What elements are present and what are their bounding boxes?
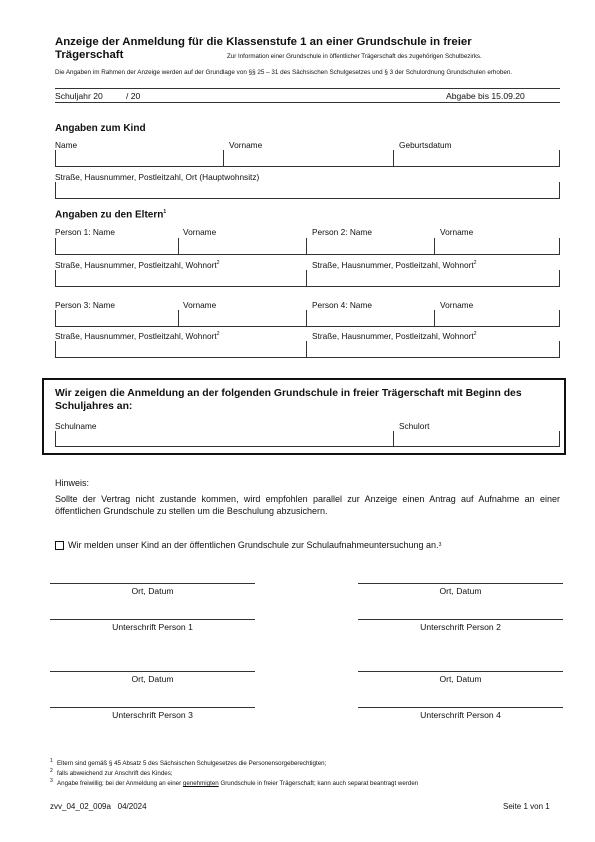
footnote-2: 2 falls abweichend zur Anschrift des Kindes;	[50, 768, 173, 778]
school-field[interactable]	[55, 446, 560, 447]
signature-line-3[interactable]	[50, 707, 255, 708]
person4-firstname-label: Vorname	[440, 300, 474, 310]
signature-label-1: Unterschrift Person 1	[112, 622, 193, 632]
field-border	[393, 150, 394, 167]
child-firstname-label: Vorname	[229, 140, 263, 150]
field-border	[559, 341, 560, 358]
school-year-label: Schuljahr 20	[55, 91, 103, 101]
person3-name-label: Person 3: Name	[55, 300, 115, 310]
field-border	[559, 150, 560, 167]
person1-firstname-label: Vorname	[183, 227, 217, 237]
person4-name-label: Person 4: Name	[312, 300, 372, 310]
legal-basis: Die Angaben im Rahmen der Anzeige werden auf der Grundlage von §§ 25 – 31 des Sächsischen Schulgesetzes und § 3 der Schulordnung Grundschulen erhoben.	[55, 69, 513, 76]
place-date-label-3: Ort, Datum	[131, 674, 174, 684]
person12-address-field[interactable]	[55, 286, 560, 287]
field-border	[178, 310, 179, 327]
footnote-1: 1 Eltern sind gemäß § 45 Absatz 5 des Sächsischen Schulgesetzes die Personensorgeberechtigten;	[50, 758, 327, 768]
field-border	[55, 310, 56, 327]
info-note: Zur Information einer Grundschule in öffentlicher Trägerschaft des zugehörigen Schulbezirks.	[227, 53, 482, 60]
school-box-title: Wir zeigen die Anmeldung an der folgenden Grundschule in freier Trägerschaft mit Beginn des Schuljahres an:	[55, 388, 522, 412]
child-address-label: Straße, Hausnummer, Postleitzahl, Ort (Hauptwohnsitz)	[55, 172, 260, 182]
person3-firstname-label: Vorname	[183, 300, 217, 310]
field-border	[559, 431, 560, 447]
deadline: Abgabe bis 15.09.20	[446, 91, 525, 101]
exam-checkbox-row	[55, 540, 441, 550]
field-border	[306, 238, 307, 255]
place-date-line-3[interactable]	[50, 671, 255, 672]
signature-line-1[interactable]	[50, 619, 255, 620]
child-address-field[interactable]	[55, 198, 560, 199]
field-border	[55, 431, 56, 447]
field-border	[55, 182, 56, 199]
place-date-label-4: Ort, Datum	[439, 674, 482, 684]
person2-firstname-label: Vorname	[440, 227, 474, 237]
person34-name-field[interactable]	[55, 326, 560, 327]
document-id: zvv_04_02_009a 04/2024	[50, 802, 147, 811]
child-section-heading: Angaben zum Kind	[55, 123, 146, 134]
person2-name-label: Person 2: Name	[312, 227, 372, 237]
school-location-label: Schulort	[399, 421, 430, 431]
field-border	[559, 182, 560, 199]
field-border	[559, 238, 560, 255]
divider	[55, 88, 560, 89]
place-date-line-4[interactable]	[358, 671, 563, 672]
divider	[55, 102, 560, 103]
form-title-line2: Trägerschaft	[55, 49, 124, 61]
field-border	[223, 150, 224, 167]
hint-label: Hinweis:	[55, 478, 90, 488]
school-year-separator: / 20	[126, 91, 141, 101]
signature-line-4[interactable]	[358, 707, 563, 708]
person4-address-label: Straße, Hausnummer, Postleitzahl, Wohnort$^2$	[312, 331, 477, 341]
person1-address-label: Straße, Hausnummer, Postleitzahl, Wohnort$^2$	[55, 260, 220, 270]
child-birthdate-label: Geburtsdatum	[399, 140, 452, 150]
school-name-label: Schulname	[55, 421, 97, 431]
field-border	[306, 310, 307, 327]
field-border	[559, 270, 560, 287]
parents-section-heading: Angaben zu den Eltern$^1$	[55, 209, 167, 221]
page-number: Seite 1 von 1	[503, 802, 550, 811]
exam-checkbox[interactable]	[55, 541, 64, 550]
field-border	[393, 431, 394, 447]
field-border	[434, 310, 435, 327]
hint-text: Sollte der Vertrag nicht zustande kommen, wird empfohlen parallel zur Anzeige einen Antrag auf Aufnahme an einer öffentlichen Grundschule zu stellen um die Beschulung abzusichern.	[55, 494, 560, 517]
place-date-line-2[interactable]	[358, 583, 563, 584]
signature-label-4: Unterschrift Person 4	[420, 710, 501, 720]
child-name-label: Name	[55, 140, 78, 150]
field-border	[55, 238, 56, 255]
field-border	[559, 310, 560, 327]
signature-label-2: Unterschrift Person 2	[420, 622, 501, 632]
place-date-label-2: Ort, Datum	[439, 586, 482, 596]
field-border	[55, 150, 56, 167]
person12-name-field[interactable]	[55, 254, 560, 255]
place-date-line-1[interactable]	[50, 583, 255, 584]
signature-line-2[interactable]	[358, 619, 563, 620]
person2-address-label: Straße, Hausnummer, Postleitzahl, Wohnort$^2$	[312, 260, 477, 270]
field-border	[55, 270, 56, 287]
exam-footnote-mark: 3	[438, 542, 442, 548]
field-border	[178, 238, 179, 255]
footnote-3: 3 Angabe freiwillig; bei der Anmeldung an einer genehmigten Grundschule in freier Trägerschaft; kann auch separat beantragt werden	[50, 778, 419, 788]
field-border	[55, 341, 56, 358]
child-name-field[interactable]	[55, 166, 560, 167]
form-title: Anzeige der Anmeldung für die Klassenstufe 1 an einer Grundschule in freier	[55, 36, 472, 48]
person34-address-field[interactable]	[55, 357, 560, 358]
person3-address-label: Straße, Hausnummer, Postleitzahl, Wohnort$^2$	[55, 331, 220, 341]
field-border	[306, 341, 307, 358]
field-border	[434, 238, 435, 255]
exam-checkbox-label: Wir melden unser Kind an der öffentlichen Grundschule zur Schulaufnahmeuntersuchung an.	[68, 540, 439, 550]
place-date-label-1: Ort, Datum	[131, 586, 174, 596]
field-border	[306, 270, 307, 287]
person1-name-label: Person 1: Name	[55, 227, 115, 237]
signature-label-3: Unterschrift Person 3	[112, 710, 193, 720]
